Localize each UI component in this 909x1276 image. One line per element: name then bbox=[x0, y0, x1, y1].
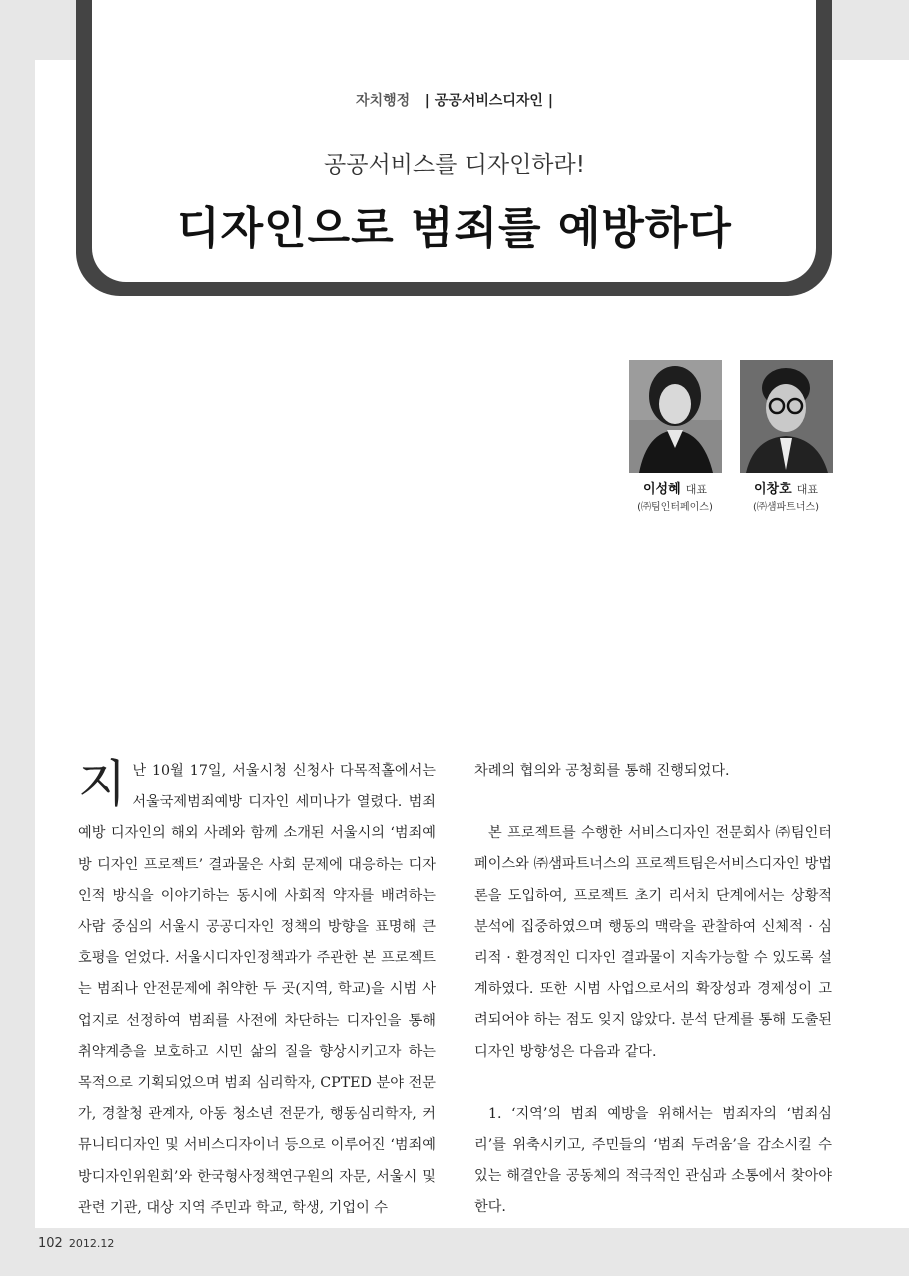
body-column-right bbox=[474, 756, 832, 1224]
author-name: 이창호 bbox=[753, 482, 792, 497]
page-footer bbox=[38, 1236, 114, 1251]
bottom-margin-strip bbox=[0, 1228, 909, 1276]
author-name: 이성혜 bbox=[642, 482, 681, 497]
body-paragraph: 본 프로젝트를 수행한 서비스디자인 전문회사 ㈜팀인터페이스와 ㈜샘파트너스의 프로젝트팀은서비스디자인 방법론을 도입하여, 프로젝트 초기 리서치 단계에서는 상황적 분석에 집중하였으며 행동의 맥락을 관찰하여 신체적 · 심리적 · 환경적인 디자인 결과물이 지속가능할 수 있도록 설계하였다. 또한 시범 사업으로서의 확장성과 경제성이 고려되어야 하는 점도 잊지 않았다. 분석 단계를 통해 도출된 디자인 방향성은 다음과 같다. bbox=[474, 825, 832, 1060]
author-photo-2 bbox=[740, 360, 833, 473]
body-paragraph: 1. ‘지역’의 범죄 예방을 위해서는 범죄자의 ‘범죄심리’를 위축시키고, 주민들의 ‘범죄 두려움’을 감소시킬 수 있는 해결안을 공동체의 적극적인 관심과 소통에서 찾아야 한다. bbox=[474, 1105, 832, 1216]
body-column-left bbox=[78, 756, 436, 1224]
body-paragraph: 차례의 협의와 공청회를 통해 진행되었다. bbox=[474, 763, 730, 779]
article-subtitle: 공공서비스를 디자인하라! bbox=[324, 152, 585, 178]
category-label: 자치행정 bbox=[356, 93, 411, 109]
section-label bbox=[0, 90, 909, 110]
author-photo-1 bbox=[629, 360, 722, 473]
drop-cap: 지 bbox=[78, 755, 127, 813]
author-credit-2 bbox=[716, 478, 856, 513]
body-paragraph bbox=[78, 756, 436, 1224]
author-company: (㈜팀인터페이스) bbox=[637, 502, 713, 513]
author-company: (㈜샘파트너스) bbox=[752, 502, 820, 513]
section-name: | 공공서비스디자인 | bbox=[424, 93, 553, 109]
author-role: 대표 bbox=[796, 483, 819, 496]
paragraph-text: 난 10월 17일, 서울시청 신청사 다목적홀에서는 서울국제범죄예방 디자인 세미나가 열렸다. 범죄예방 디자인의 해외 사례와 함께 소개된 서울시의 ‘범죄예방 디자인 프로젝트’ 결과물은 사회 문제에 대응하는 디자인적 방식을 이야기하는 동시에 사회적 약자를 배려하는 사람 중심의 서울시 공공디자인 정책의 방향을 표명해 큰 호평을 얻었다. 서울시디자인정책과가 주관한 본 프로젝트는 범죄나 안전문제에 취약한 두 곳(지역, 학교)을 시범 사업지로 선정하여 범죄를 사전에 차단하는 디자인을 통해 취약계층을 보호하고 시민 삶의 질을 향상시키고자 하는 목적으로 기획되었으며 범죄 심리학자, CPTED 분야 전문가, 경찰청 관계자, 아동 청소년 전문가, 행동심리학자, 커뮤니티디자인 및 서비스디자이너 등으로 이루어진 ‘범죄예방디자인위원회’와 한국형사정책연구원의 자문, 서울시 및 관련 기관, 대상 지역 주민과 학교, 학생, 기업이 수 bbox=[78, 763, 436, 1216]
author-role: 대표 bbox=[685, 483, 708, 496]
page-number: 102 bbox=[38, 1236, 63, 1251]
article-title: 디자인으로 범죄를 예방하다 bbox=[177, 203, 732, 254]
issue-date: 2012.12 bbox=[68, 1237, 115, 1250]
